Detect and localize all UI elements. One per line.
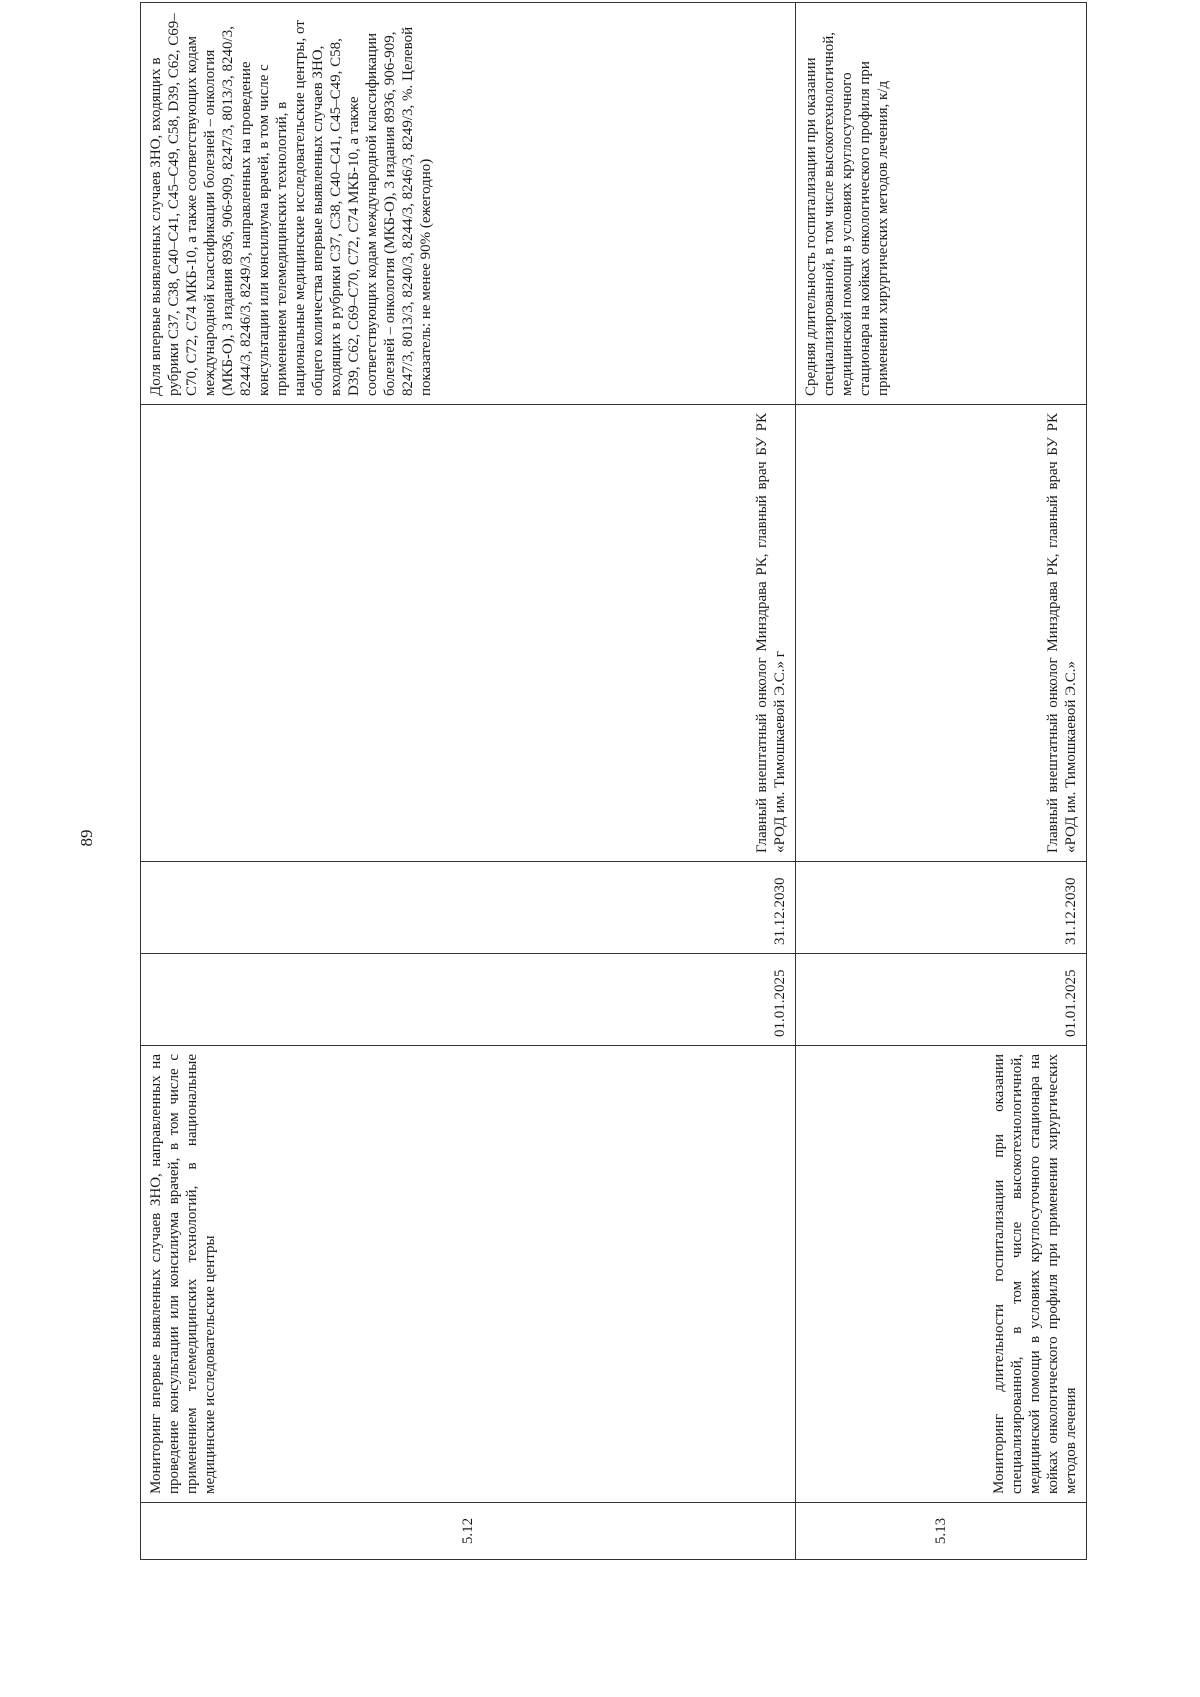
- responsible: Главный внештатный онколог Минздрава РК, главный врач БУ РК «РОД им. Тимошкаевой Э.С.» г: [141, 405, 796, 862]
- table-row: [796, 3, 1087, 1560]
- page-number: 89: [77, 829, 96, 847]
- end-date: 31.12.2030: [141, 862, 796, 954]
- indicator: Доля впервые выявленных случаев ЗНО, входящих в рубрики С37, С38, С40–С41, С45–С49, С58, D39, С62, С69–С70, С72, С74 МКБ-10, а также соответствующих кодам международной классификации болезней – онкология (МКБ-О), 3 издания 8936, 906-909, 8247/3, 8013/3, 8240/3, 8244/3, 8246/3, 8249/3, направленных на проведение консультации или консилиума врачей, в том числе с применением телемедицинских технологий, в национальные медицинские исследовательские центры, от общего количества впервые выявленных случаев ЗНО, входящих в рубрики С37, С38, С40–С41, С45–С49, С58, D39, С62, С69–С70, С72, С74 МКБ-10, а также соответствующих кодам международной классификации болезней – онкология (МКБ-О), 3 издания 8936, 906-909, 8247/3, 8013/3, 8240/3, 8244/3, 8246/3, 8249/3, %. Целевой показатель: не менее 90% (ежегодно): [141, 3, 796, 405]
- measure-name: Мониторинг длительности госпитализации при оказании специализированной, в том числе высокотехнологичной, медицинской помощи в условиях круглосуточного стационара на койках онкологического профиля при применении хирургических методов лечения: [796, 1046, 1087, 1503]
- end-date: 31.12.2030: [796, 862, 1087, 954]
- start-date: 01.01.2025: [141, 954, 796, 1046]
- rotated-table-container: [140, 13, 1086, 1560]
- start-date: 01.01.2025: [796, 954, 1087, 1046]
- row-number: 5.13: [796, 1503, 1087, 1560]
- table-row: [141, 3, 796, 1560]
- row-number: 5.12: [141, 1503, 796, 1560]
- indicator: Средняя длительность госпитализации при оказании специализированной, в том числе высокотехнологичной, медицинской помощи в условиях круглосуточного стационара на койках онкологического профиля при применении хирургических методов лечения, к/д: [796, 3, 1087, 405]
- measures-table: [140, 2, 1087, 1560]
- measure-name: Мониторинг впервые выявленных случаев ЗНО, направленных на проведение консультации или консилиума врачей, в том числе с применением телемедицинских технологий, в национальные медицинские исследовательские центры: [141, 1046, 796, 1503]
- responsible: Главный внештатный онколог Минздрава РК, главный врач БУ РК «РОД им. Тимошкаевой Э.С.»: [796, 405, 1087, 862]
